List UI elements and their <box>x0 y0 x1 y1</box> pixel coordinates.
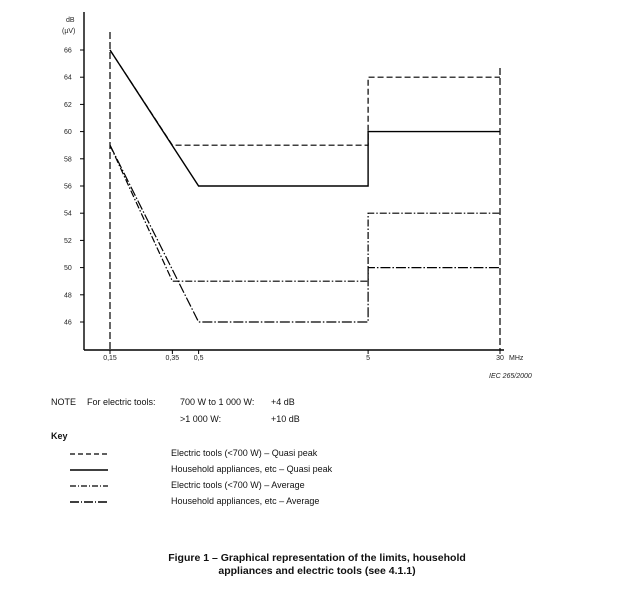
x-tick-label-3: 5 <box>366 355 371 362</box>
key-item-electric-qp <box>70 448 390 462</box>
note-range-1: 700 W to 1 000 W: <box>180 397 255 407</box>
reference-label: IEC 265/2000 <box>489 373 532 380</box>
y-tick-label-52: 52 <box>64 237 72 245</box>
note-prefix: NOTE <box>51 397 77 407</box>
y-axis-unit-uv: (µV) <box>62 28 76 35</box>
y-tick-label-48: 48 <box>64 292 72 300</box>
key-label: Household appliances, etc – Quasi peak <box>171 464 333 474</box>
x-axis-ticks <box>103 350 524 362</box>
y-tick-label-62: 62 <box>64 101 72 109</box>
chart-axes <box>84 12 504 350</box>
x-unit-label: MHz <box>509 355 524 362</box>
y-tick-label-66: 66 <box>64 47 72 55</box>
key-item-household-avg <box>70 496 390 510</box>
key-item-electric-avg <box>70 480 390 494</box>
key-label: Electric tools (<700 W) – Quasi peak <box>171 448 318 458</box>
y-tick-label-64: 64 <box>64 74 72 82</box>
key-label: Household appliances, etc – Average <box>171 496 320 506</box>
series-line-3 <box>110 145 500 322</box>
solid-line-icon <box>70 467 110 473</box>
key-label: Electric tools (<700 W) – Average <box>171 480 305 490</box>
caption-line-1: Figure 1 – Graphical representation of the limits, household <box>168 552 466 564</box>
x-tick-label-2: 0,5 <box>193 355 204 362</box>
y-tick-label-56: 56 <box>64 183 72 191</box>
y-tick-label-50: 50 <box>64 265 72 273</box>
y-tick-label-54: 54 <box>64 210 72 218</box>
y-axis-ticks <box>64 48 84 327</box>
note-value-1: +4 dB <box>271 397 295 407</box>
key-item-household-qp <box>70 464 390 478</box>
y-axis-unit-db: dB <box>66 17 75 24</box>
caption-line-2: appliances and electric tools (see 4.1.1) <box>218 565 416 577</box>
note-value-2: +10 dB <box>271 414 300 424</box>
y-tick-label-60: 60 <box>64 129 72 137</box>
dashed-line-icon <box>70 451 110 457</box>
y-tick-label-46: 46 <box>64 319 72 327</box>
series-line-1 <box>110 50 500 186</box>
x-tick-label-1: 0,35 <box>165 355 180 362</box>
x-tick-label-4: 30 <box>496 355 504 362</box>
key-title: Key <box>51 431 68 441</box>
note-range-2: >1 000 W: <box>180 414 222 424</box>
y-tick-label-58: 58 <box>64 156 72 164</box>
figure-caption <box>0 552 634 578</box>
note-label: For electric tools: <box>87 397 156 407</box>
dash-dot-line-icon <box>70 499 110 505</box>
x-tick-label-0: 0,15 <box>103 355 117 362</box>
series-lines <box>110 50 500 322</box>
dash-dot-line-icon <box>70 483 110 489</box>
